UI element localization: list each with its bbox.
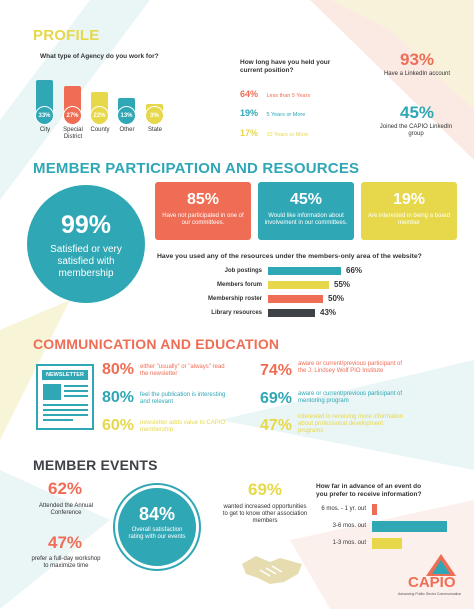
stat-box-board	[361, 182, 457, 240]
comm-left-label-1: either "usually" or "always" read the newsletter	[140, 364, 225, 377]
resource-label-job-postings: Job postings	[224, 268, 262, 274]
agency-value-county: 22%	[90, 106, 109, 125]
stat-box-involvement-value: 45%	[289, 191, 323, 208]
comm-left-value-3: 60%	[102, 417, 135, 434]
resource-label-library-resources: Library resources	[211, 310, 262, 316]
agency-value-special-district: 27%	[63, 106, 82, 125]
newsletter-icon-label: NEWSLETTER	[42, 370, 88, 380]
resources-question: Have you used any of the resources under the members-only area of the website?	[157, 253, 422, 260]
stat-box-committees	[155, 182, 251, 240]
resource-bar-library-resources	[268, 309, 315, 317]
handshake-icon	[240, 548, 304, 588]
satisfied-value: 99%	[60, 211, 112, 239]
position-label-1: Less than 5 Years	[266, 93, 311, 99]
comm-left-label-2: feel the publication is interesting and relevant	[140, 392, 226, 405]
capio-logo-sub: Advancing Public Sector Communication	[398, 592, 462, 596]
advance-label-6-12: 6 mos. - 1 yr. out	[321, 506, 366, 512]
comm-right-label-3: interested in receiving more information about professional development programs	[298, 414, 404, 434]
stat-box-committees-label: Have not participated in one of our committees.	[162, 213, 244, 226]
resource-value-library-resources: 43%	[320, 308, 337, 317]
agency-value-city: 33%	[35, 106, 54, 125]
agency-label-state: State	[147, 127, 162, 133]
resource-bar-members-forum	[268, 281, 329, 289]
agency-label-other: Other	[119, 127, 135, 133]
resource-value-job-postings: 66%	[346, 266, 363, 275]
agency-value-other: 13%	[117, 106, 136, 125]
comm-right-item-1	[260, 362, 292, 380]
advance-label-3-6: 3-6 mos. out	[332, 523, 366, 529]
comm-right-value-1: 74%	[260, 362, 293, 379]
capio-logo: CAPIO	[408, 574, 456, 591]
linkedin-group-label: Joined the CAPIO LinkedIn group	[379, 124, 453, 137]
conference-value: 62%	[47, 479, 83, 498]
comm-left-label-3: newsletter adds value to CAPIO membership	[140, 420, 226, 433]
rating-value: 84%	[138, 504, 176, 524]
communication-title: COMMUNICATION AND EDUCATION	[33, 336, 280, 352]
position-label-3: 10 Years or More	[266, 132, 309, 138]
advance-bar-1-3	[372, 538, 402, 549]
position-item-2	[240, 103, 305, 121]
advance-bar-3-6	[372, 521, 447, 532]
position-question: How long have you held your current position?	[240, 59, 331, 74]
workshop-value: 47%	[47, 533, 83, 552]
advance-bar-6-12	[372, 504, 377, 515]
resource-bar-job-postings	[268, 267, 341, 275]
resource-label-members-forum: Members forum	[216, 282, 262, 288]
advance-question: How far in advance of an event do you prefer to receive information?	[316, 483, 422, 498]
rating-circle	[115, 485, 199, 569]
agency-label-special-district: Special District	[63, 127, 83, 140]
comm-right-label-2: aware or current/previous participant of mentoring program	[298, 391, 403, 404]
comm-right-value-3: 47%	[260, 417, 293, 434]
linkedin-label: Have a LinkedIn account	[383, 71, 451, 77]
stat-box-involvement	[258, 182, 354, 240]
advance-label-1-3: 1-3 mos. out	[332, 540, 366, 546]
rating-label: Overall satisfaction rating with our events	[128, 527, 186, 540]
comm-left-value-2: 80%	[102, 389, 135, 406]
stat-box-committees-value: 85%	[186, 191, 220, 208]
comm-left-item-1	[102, 361, 134, 379]
stat-box-involvement-label: Would like information about involvement in our committees.	[264, 213, 348, 226]
position-item-1	[240, 84, 310, 102]
linkedin-value: 93%	[399, 50, 435, 69]
position-item-3	[240, 123, 308, 141]
position-value-3: 17%	[240, 128, 259, 138]
participation-title: MEMBER PARTICIPATION AND RESOURCES	[33, 160, 360, 177]
comm-right-item-3	[260, 417, 292, 435]
satisfied-label: Satisfied or very satisfied with membership	[50, 244, 122, 279]
resource-value-members-forum: 55%	[334, 280, 351, 289]
comm-right-item-2	[260, 390, 292, 408]
workshop-label: prefer a full-day workshop to maximize time	[31, 556, 101, 569]
comm-left-item-2	[102, 389, 134, 407]
profile-title: PROFILE	[33, 27, 100, 44]
stat-box-board-label: Are interested in being a board member	[367, 213, 451, 226]
comm-left-value-1: 80%	[102, 361, 135, 378]
resource-value-membership-roster: 50%	[328, 294, 345, 303]
agency-label-city: City	[39, 127, 51, 133]
stat-box-board-value: 19%	[392, 191, 426, 208]
resource-label-membership-roster: Membership roster	[207, 296, 262, 302]
comm-left-item-3	[102, 417, 134, 435]
agency-question: What type of Agency do you work for?	[40, 53, 159, 60]
agency-label-county: County	[90, 127, 110, 133]
position-label-2: 5 Years or More	[266, 112, 306, 118]
opportunities-value: 69%	[247, 480, 283, 499]
position-value-1: 64%	[240, 89, 259, 99]
resource-bar-membership-roster	[268, 295, 323, 303]
capio-logo-mark	[426, 554, 456, 576]
comm-right-label-1: aware or current/previous participant of the J. Lindsey Wolf PIO Institute	[298, 361, 403, 374]
conference-label: Attended the Annual Conference	[38, 503, 94, 516]
comm-right-value-2: 69%	[260, 390, 293, 407]
newsletter-icon	[36, 364, 94, 430]
events-title: MEMBER EVENTS	[33, 457, 158, 473]
agency-value-state: 3%	[145, 106, 164, 125]
opportunities-label: wanted increased opportunities to get to know other association members	[222, 504, 308, 524]
position-value-2: 19%	[240, 108, 259, 118]
satisfied-circle	[27, 185, 145, 303]
linkedin-group-value: 45%	[399, 103, 435, 122]
